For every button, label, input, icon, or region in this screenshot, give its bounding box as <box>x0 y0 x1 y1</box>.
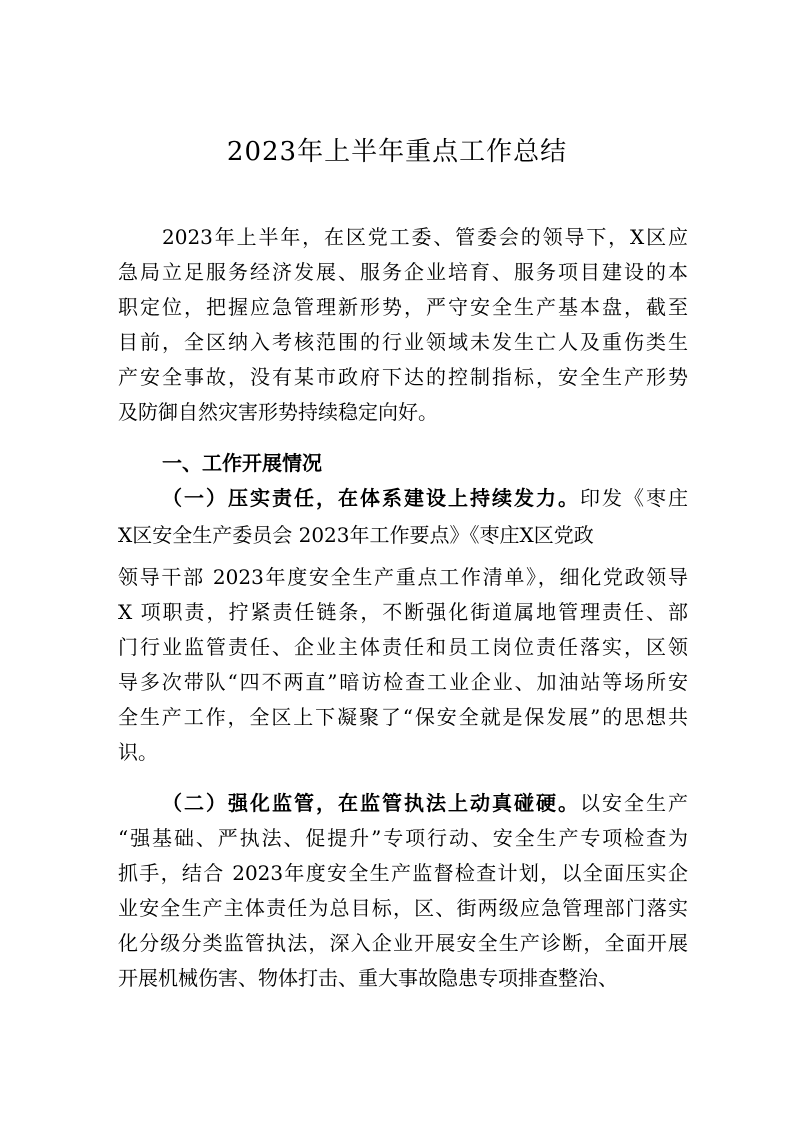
paragraph-line: 导多次带队“四不两直”暗访检查工业企业、加油站等场所安 <box>118 670 688 694</box>
paragraph-line: 领导干部 2023年度安全生产重点工作清单》，细化党政领导 <box>118 565 688 589</box>
paragraph-line: X 项职责，拧紧责任链条，不断强化街道属地管理责任、部 <box>118 600 688 624</box>
subsection-text: 以安全生产 <box>580 791 688 815</box>
paragraph-line: 门行业监管责任、企业主体责任和员工岗位责任落实，区领 <box>118 635 688 659</box>
paragraph-line: 化分级分类监管执法，深入企业开展安全生产诊断，全面开展 <box>118 931 688 955</box>
paragraph-line: 急局立足服务经济发展、服务企业培育、服务项目建设的本 <box>118 260 688 284</box>
subsection-heading: （一）压实责任，在体系建设上持续发力。 <box>162 486 580 510</box>
paragraph-line: 目前，全区纳入考核范围的行业领域未发生亡人及重伤类生 <box>118 330 688 354</box>
section-heading: 一、工作开展情况 <box>162 451 322 475</box>
paragraph-line: “强基础、严执法、促提升”专项行动、安全生产专项检查为 <box>118 826 688 850</box>
document-title: 2023年上半年重点工作总结 <box>226 137 568 167</box>
paragraph-line: 2023年上半年，在区党工委、管委会的领导下，X区应 <box>162 225 688 249</box>
paragraph-line: 职定位，把握应急管理新形势，严守安全生产基本盘，截至 <box>118 295 688 319</box>
paragraph-line: X区安全生产委员会 2023年工作要点》《枣庄X区党政 <box>118 523 594 547</box>
paragraph-line: 业安全生产主体责任为总目标，区、街两级应急管理部门落实 <box>118 896 688 920</box>
paragraph-line: 及防御自然灾害形势持续稳定向好。 <box>118 400 438 424</box>
paragraph-line: 全生产工作，全区上下凝聚了“保安全就是保发展”的思想共 <box>118 705 688 729</box>
paragraph-line: 识。 <box>118 740 158 764</box>
paragraph-line: 抓手，结合 2023年度安全生产监督检查计划，以全面压实企 <box>118 861 688 885</box>
subsection-heading: （二）强化监管，在监管执法上动真碰硬。 <box>162 791 580 815</box>
subsection-first-line <box>162 786 688 820</box>
subsection-text: 印发《枣庄 <box>580 486 688 510</box>
paragraph-line: 开展机械伤害、物体打击、重大事故隐患专项排查整治、 <box>118 966 618 990</box>
paragraph-line: 产安全事故，没有某市政府下达的控制指标，安全生产形势 <box>118 365 688 389</box>
subsection-first-line <box>162 481 688 515</box>
